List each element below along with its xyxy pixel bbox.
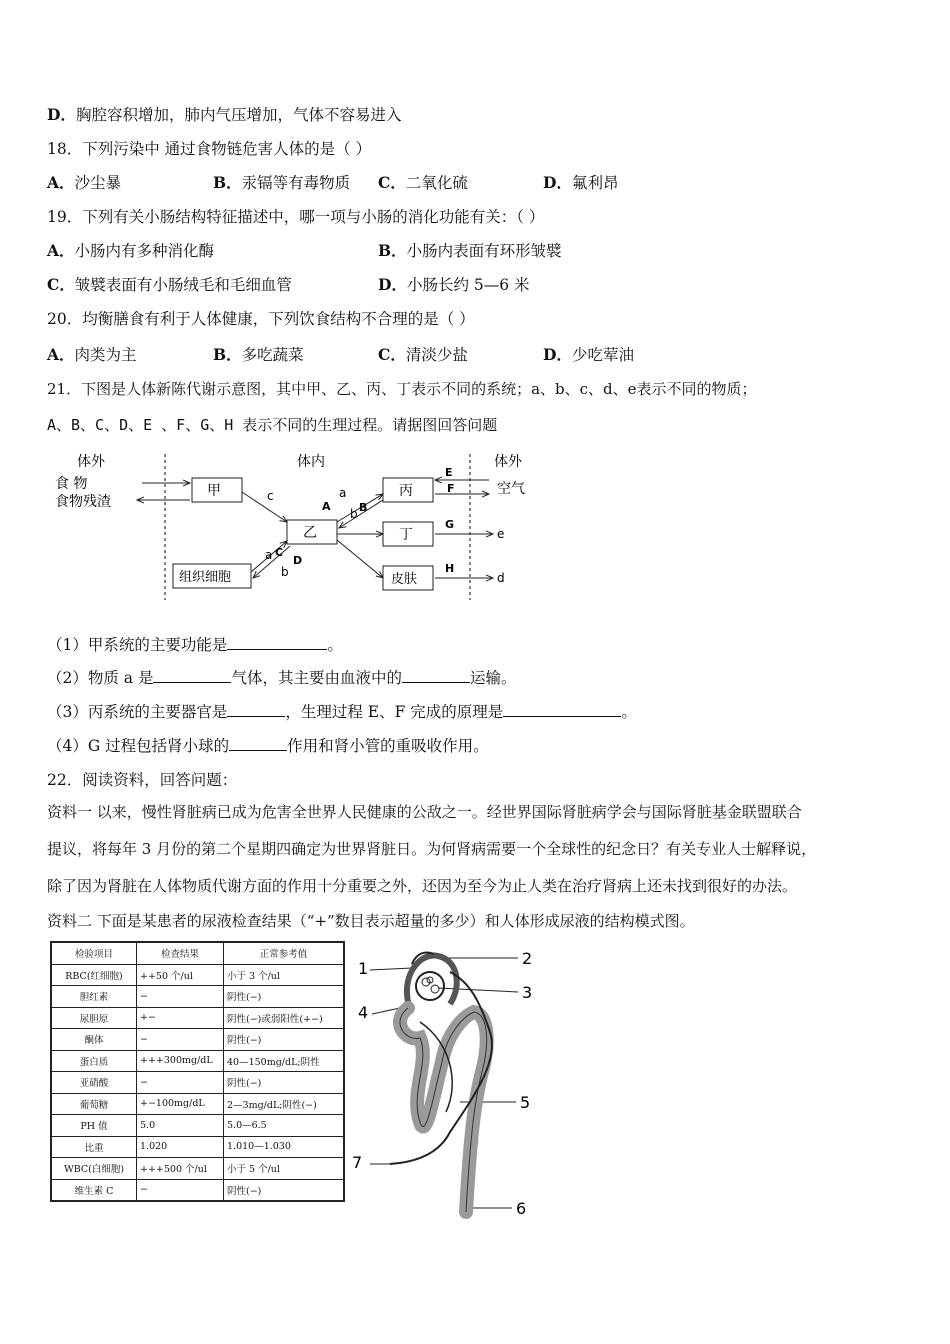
table-cell: 阴性(−) [224,1029,345,1051]
q21-sub2 [47,666,517,688]
answer-blank[interactable] [227,702,285,717]
q22-para1: 资料一 以来，慢性肾脏病已成为危害全世界人民健康的公敌之一。经世界国际肾脏病学会与国际肾脏基金联盟联合 [47,803,802,821]
label-yi: 乙 [303,525,317,541]
nephron-label-2: 2 [522,949,533,968]
letter-b-top: b [350,507,358,521]
sub2-text: （2）物质 a 是 [47,669,154,687]
letter-a: a [339,486,347,500]
letter-D: D [293,554,303,567]
col-header: 检查结果 [137,942,224,964]
table-cell: 1.010—1.030 [224,1136,345,1158]
label-outside-left: 体外 [77,454,105,470]
table-cell: 1.020 [137,1136,224,1158]
option-label: D． [543,345,572,364]
q20-option-c [378,343,468,365]
option-label: C． [378,345,406,364]
table-cell: RBC(红细胞) [51,964,137,986]
q20-stem: 20．均衡膳食有利于人体健康，下列饮食结构不合理的是（ ） [47,310,475,328]
bowman-capsule [407,955,457,1004]
q21-stem-line1: 21．下图是人体新陈代谢示意图，其中甲、乙、丙、丁表示不同的系统；a、b、c、d、e表示不同的物质； [47,380,757,398]
table-cell: 阴性(−)或弱阳性(+−) [224,1007,345,1029]
table-row [51,1093,344,1115]
label-outside-right: 体外 [494,454,522,470]
q18-stem: 18．下列污染中 通过食物链危害人体的是（ ） [47,140,372,158]
table-cell: − [137,1072,224,1094]
table-cell: 2—3mg/dL;阴性(−) [224,1093,345,1115]
option-label: D． [543,173,572,192]
table-cell: +++500 个/ul [137,1158,224,1180]
table-cell: 亚硝酸 [51,1072,137,1094]
q19-option-b [378,239,562,261]
q19-option-d [378,273,530,295]
table-cell: 蛋白质 [51,1050,137,1072]
table-cell: 阴性(−) [224,1179,345,1201]
table-header-row [51,942,344,964]
table-cell: ++50 个/ul [137,964,224,986]
table-row [51,964,344,986]
q18-option-c [378,171,468,193]
letter-c: c [267,489,274,503]
label-food-residue: 食物残渣 [55,494,111,510]
option-text: 汞镉等有毒物质 [241,174,351,192]
q21-stem-line2: A、B、C、D、E 、F、G、H 表示不同的生理过程。请据图回答问题 [47,416,498,434]
label-tissue: 组织细胞 [179,570,232,585]
q21-sub4 [47,734,489,756]
table-cell: 比重 [51,1136,137,1158]
col-header: 正常参考值 [224,942,345,964]
q22-para3: 除了因为肾脏在人体物质代谢方面的作用十分重要之外，还因为至今为止人类在治疗肾病上还未找到很好的办法。 [47,877,798,895]
table-cell: +++300mg/dL [137,1050,224,1072]
table-cell: WBC(白细胞) [51,1158,137,1180]
table-cell: +− [137,1007,224,1029]
table-row [51,986,344,1008]
q19-option-a [47,239,214,261]
table-cell: 40—150mg/dL;阴性 [224,1050,345,1072]
q18-option-b [213,171,350,193]
option-label: A． [47,241,75,260]
option-text: 二氧化硫 [405,174,468,192]
option-text: 少吃荤油 [571,346,634,364]
nephron-diagram [350,942,540,1224]
option-label: A． [47,173,75,192]
table-cell: 小于 5 个/ul [224,1158,345,1180]
urine-test-table [50,941,345,1202]
table-cell: 5.0 [137,1115,224,1137]
table-row [51,1007,344,1029]
option-label: B． [213,173,242,192]
q19-option-c [47,273,292,295]
q19-stem: 19．下列有关小肠结构特征描述中，哪一项与小肠的消化功能有关：（ ） [47,208,545,226]
table-cell: − [137,1029,224,1051]
q18-option-d [543,171,618,193]
option-label: B． [213,345,242,364]
table-cell: 阴性(−) [224,1072,345,1094]
nephron-label-4: 4 [358,1003,369,1022]
nephron-label-1: 1 [358,959,369,978]
letter-b-low: b [281,565,289,579]
label-inside: 体内 [297,454,325,470]
letter-H: H [445,562,455,575]
sub3-text: （3）丙系统的主要器官是 [47,703,228,721]
table-row [51,1072,344,1094]
sub1-end: 。 [327,636,343,654]
sub3-end: 。 [621,703,637,721]
q20-option-a [47,343,137,365]
sub4-end: 作用和肾小管的重吸收作用。 [287,737,489,755]
letter-e: e [497,527,505,541]
option-text: 小肠长约 5—6 米 [406,276,530,294]
q21-sub3 [47,700,637,722]
label-air: 空气 [497,481,525,497]
table-cell: +−100mg/dL [137,1093,224,1115]
q20-option-b [213,343,304,365]
table-cell: PH 值 [51,1115,137,1137]
option-label: C． [378,173,406,192]
q18-option-a [47,171,121,193]
table-cell: 5.0—6.5 [224,1115,345,1137]
table-cell: 胆红素 [51,986,137,1008]
table-row [51,1158,344,1180]
table-cell: 酮体 [51,1029,137,1051]
label-jia: 甲 [207,483,221,499]
table-row [51,1029,344,1051]
answer-blank[interactable] [503,702,621,717]
letter-B: B [359,501,368,514]
nephron-label-6: 6 [516,1199,527,1218]
letter-a-low: a [265,548,273,562]
letter-d: d [497,571,505,585]
table-row [51,1115,344,1137]
sub1-text: （1）甲系统的主要功能是 [47,636,228,654]
option-text: 胸腔容积增加，肺内气压增加，气体不容易进入 [75,106,402,124]
answer-blank[interactable] [227,635,327,650]
q21-sub1 [47,633,343,655]
option-text: 多吃蔬菜 [241,346,304,364]
table-cell: 葡萄糖 [51,1093,137,1115]
option-text: 沙尘暴 [74,174,122,192]
label-food: 食 物 [55,476,88,492]
letter-F: F [447,482,455,495]
table-row [51,1136,344,1158]
answer-blank[interactable] [153,668,231,683]
letter-E: E [445,466,453,479]
sub4-text: （4）G 过程包括肾小球的 [47,737,230,755]
table-cell: 阴性(−) [224,986,345,1008]
letter-C: C [275,546,284,559]
option-label: D． [378,275,407,294]
nephron-label-7: 7 [352,1153,363,1172]
q22-para4: 资料二 下面是某患者的尿液检查结果（“+”数目表示超量的多少）和人体形成尿液的结构模式图。 [47,912,695,930]
option-label: A． [47,345,75,364]
option-text: 氟利昂 [571,174,619,192]
table-cell: 小于 3 个/ul [224,964,345,986]
option-text: 小肠内有多种消化酶 [74,242,215,260]
q20-option-d [543,343,634,365]
answer-blank[interactable] [402,668,470,683]
nephron-label-5: 5 [520,1093,531,1112]
col-header: 检验项目 [51,942,137,964]
table-cell: − [137,1179,224,1201]
label-skin: 皮肤 [391,572,418,587]
option-text: 小肠内表面有环形皱襞 [406,242,562,260]
option-text: 清淡少盐 [405,346,468,364]
option-text: 肉类为主 [74,346,137,364]
glomerulus [416,972,444,1000]
option-label: C． [47,275,75,294]
sub2-mid: 气体，其主要由血液中的 [231,669,402,687]
answer-blank[interactable] [229,736,287,751]
table-cell: − [137,986,224,1008]
letter-G: G [445,518,455,531]
q22-stem: 22．阅读资料，回答问题： [47,771,238,789]
label-ding: 丁 [399,527,413,543]
table-cell: 尿胆原 [51,1007,137,1029]
q17-option-d [47,103,401,125]
label-bing: 丙 [399,483,413,499]
sub3-mid: ，生理过程 E、F 完成的原理是 [285,703,504,721]
letter-A: A [322,500,331,513]
option-text: 皱襞表面有小肠绒毛和毛细血管 [74,276,292,294]
q22-para2: 提议，将每年 3 月份的第二个星期四确定为世界肾脏日。为何肾病需要一个全球性的纪念日？有关专业人士解释说， [47,840,817,858]
metabolism-diagram [47,448,547,608]
table-row [51,1050,344,1072]
option-label: B． [378,241,407,260]
option-label: D． [47,105,76,124]
table-row [51,1179,344,1201]
sub2-end: 运输。 [469,669,517,687]
nephron-label-3: 3 [522,983,533,1002]
table-cell: 维生素 C [51,1179,137,1201]
